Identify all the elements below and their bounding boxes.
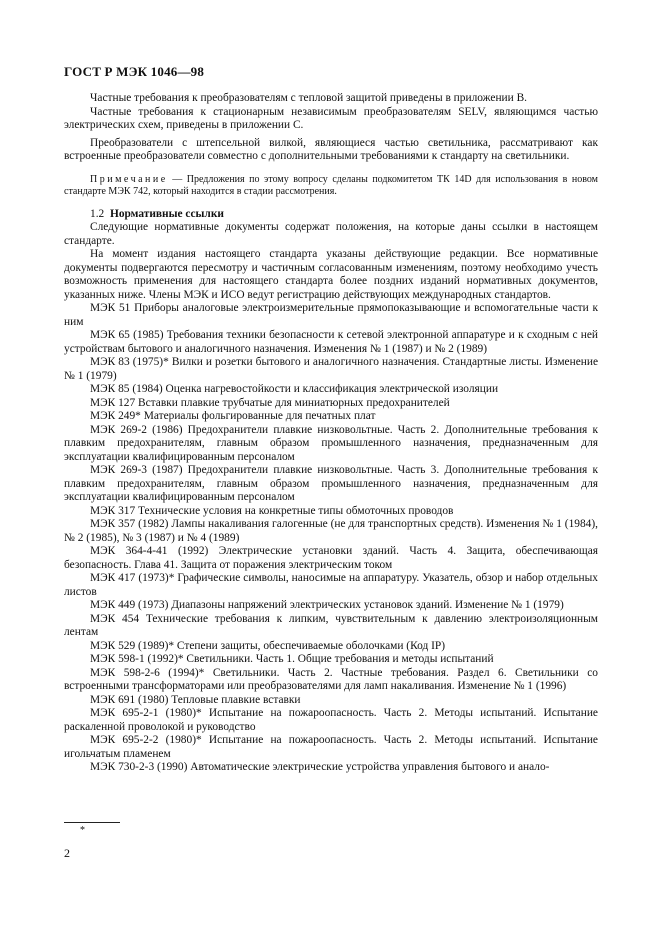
- note-text: — Предложения по этому вопросу сделаны подкомитетом ТК 14D для использования в новом стандарте МЭК 742, который находится в стадии рассмотрения.: [64, 173, 598, 197]
- reference-item: МЭК 83 (1975)* Вилки и розетки бытового и аналогичного назначения. Стандартные листы. Изменение № 1 (1979): [64, 356, 598, 382]
- note-paragraph: [64, 174, 598, 198]
- section-heading: [64, 208, 598, 222]
- reference-item: МЭК 730-2-3 (1990) Автоматические электрические устройства управления бытового и анало-: [90, 761, 550, 773]
- reference-item: МЭК 598-2-6 (1994)* Светильники. Часть 2. Частные требования. Раздел 6. Светильники со встроенными трансформаторами или преобразователями для ламп накаливания. Изменение № 1 (1996): [64, 666, 598, 692]
- page-number: 2: [64, 846, 70, 860]
- reference-item: МЭК 85 (1984) Оценка нагревостойкости и классификация электрической изоляции: [90, 383, 499, 395]
- footnote-mark: *: [80, 825, 85, 836]
- reference-item: МЭК 65 (1985) Требования техники безопасности к сетевой электронной аппаратуре и к сходным с ней устройствам бытового и аналогичного назначения. Изменения № 1 (1987) и № 2 (1989): [64, 329, 598, 355]
- reference-item: МЭК 249* Материалы фольгированные для печатных плат: [90, 410, 376, 422]
- document-header: ГОСТ Р МЭК 1046—98: [64, 64, 205, 79]
- note-label: Примечание: [90, 173, 168, 185]
- paragraph-editions: На момент издания настоящего стандарта указаны действующие редакции. Все нормативные документы подвергаются пересмотру и частичным согласованным изменениям, поэтому необходимо учесть возможность применения для настоящего стандарта более поздних изданий нормативных документов, указанных ниже. Члены МЭК и ИСО ведут регистрацию действующих международных стандартов.: [64, 248, 598, 301]
- reference-item: МЭК 691 (1980) Тепловые плавкие вставки: [90, 693, 301, 706]
- reference-item: МЭК 417 (1973)* Графические символы, наносимые на аппаратуру. Указатель, обзор и набор отдельных листов: [64, 572, 598, 598]
- reference-item: МЭК 695-2-1 (1980)* Испытание на пожароопасность. Часть 2. Методы испытаний. Испытание раскаленной проволокой и руководство: [64, 707, 598, 733]
- reference-item: МЭК 269-2 (1986) Предохранители плавкие низковольтные. Часть 2. Дополнительные требования к плавким предохранителям, главным образом промышленного назначения, предназначенным для эксплуатации квалифицированным персоналом: [64, 423, 598, 463]
- paragraph-annex-b: Частные требования к преобразователям с тепловой защитой приведены в приложении В.: [90, 92, 528, 104]
- reference-item: МЭК 127 Вставки плавкие трубчатые для миниатюрных предохранителей: [90, 396, 450, 409]
- paragraph-plug-converters: Преобразователи с штепсельной вилкой, являющиеся частью светильника, рассматривают как встроенные преобразователи совместно с дополнительными требованиями к стандарту на светильники.: [64, 136, 598, 162]
- footnote-divider: [64, 822, 120, 823]
- reference-item: МЭК 598-1 (1992)* Светильники. Часть 1. Общие требования и методы испытаний: [90, 653, 494, 665]
- reference-item: МЭК 529 (1989)* Степени защиты, обеспечиваемые оболочками (Код IP): [90, 639, 446, 652]
- reference-item: МЭК 317 Технические условия на конкретные типы обмоточных проводов: [90, 504, 454, 517]
- reference-item: МЭК 695-2-2 (1980)* Испытание на пожароопасность. Часть 2. Методы испытаний. Испытание игольчатым пламенем: [64, 734, 598, 760]
- reference-item: МЭК 449 (1973) Диапазоны напряжений электрических установок зданий. Изменение № 1 (1979): [90, 599, 564, 611]
- document-body: [64, 92, 598, 775]
- paragraph-annex-c: Частные требования к стационарным независимым преобразователям SELV, являющимся частью электрических схем, приведены в приложении С.: [64, 105, 598, 131]
- reference-item: МЭК 454 Технические требования к липким, чувствительным к давлению электроизоляционным лентам: [64, 612, 598, 638]
- section-number: 1.2: [90, 207, 105, 220]
- reference-item: МЭК 51 Приборы аналоговые электроизмерительные прямопоказывающие и вспомогательные части к ним: [64, 302, 598, 328]
- reference-item: МЭК 364-4-41 (1992) Электрические установки зданий. Часть 4. Защита, обеспечивающая безопасность. Глава 41. Защита от поражения электрическим током: [64, 545, 598, 571]
- reference-item: МЭК 269-3 (1987) Предохранители плавкие низковольтные. Часть 3. Дополнительные требования к плавким предохранителям, главным образом промышленного назначения, предназначенным для эксплуатации квалифицированным персоналом: [64, 464, 598, 503]
- section-title: Нормативные ссылки: [109, 207, 224, 220]
- paragraph-normative-docs: Следующие нормативные документы содержат положения, на которые даны ссылки в настоящем стандарте.: [64, 221, 598, 247]
- reference-item: МЭК 357 (1982) Лампы накаливания галогенные (не для транспортных средств). Изменения № 1 (1984), № 2 (1985), № 3 (1987) и № 4 (1989): [64, 518, 598, 544]
